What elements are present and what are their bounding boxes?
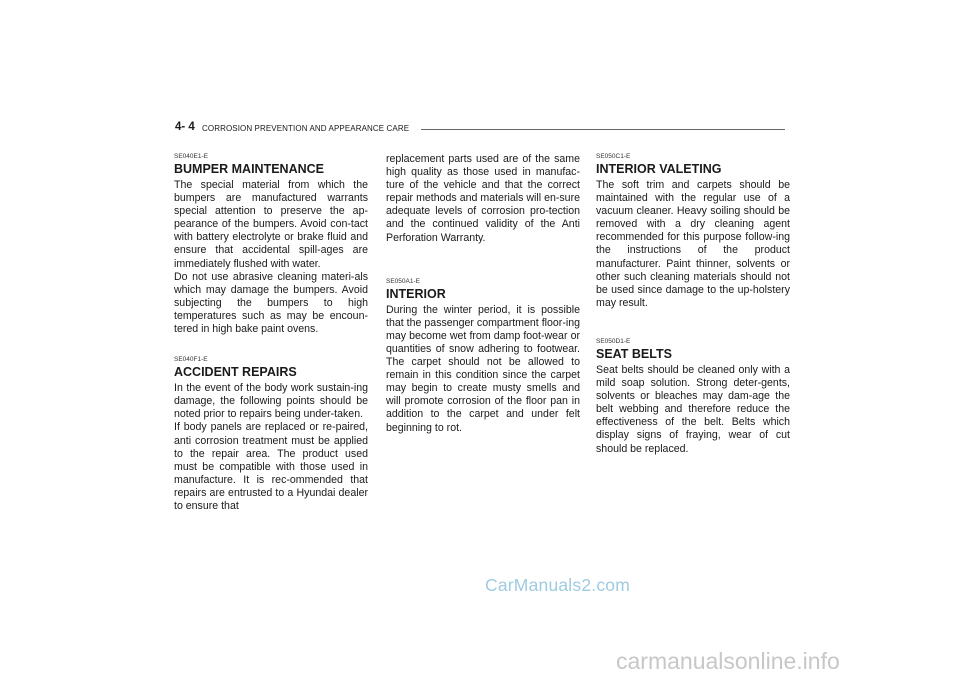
section-body-accident-repairs: In the event of the body work sustain-ing damage, the following points should be noted prior to repairs being under-taken. If body panels are replaced or re-paired, anti corrosion treatment must be applied to the repair area. The product used must be compatible with those used in manufacture. It is rec-ommended that repairs are entrusted to a Hyundai dealer to ensure that [174, 382, 368, 512]
section-code: SE050C1-E [596, 153, 631, 160]
page-header [175, 123, 787, 137]
section-code: SE040E1-E [174, 153, 208, 160]
column-right [596, 153, 790, 456]
watermark-carmanualsonline: carmanualsonline.info [616, 648, 840, 674]
column-left [174, 153, 368, 513]
column-middle [386, 153, 580, 435]
section-heading-seat-belts: SEAT BELTS [596, 346, 672, 361]
section-code: SE050A1-E [386, 277, 420, 285]
section-code: SE040F1-E [174, 356, 208, 364]
page-number: 4- 4 [175, 121, 195, 133]
section-body-seat-belts: Seat belts should be cleaned only with a mild soap solution. Strong deter-gents, solvents or bleaches may dam-age the belt webbing and therefore reduce the effectiveness of the belt. Belts which display signs of fraying, wear of cut should be replaced. [596, 363, 790, 455]
section-body-accident-repairs-continued: replacement parts used are of the same high quality as those used in manufac-ture of the vehicle and that the correct repair methods and materials will en-sure adequate levels of corrosion pro-tection and the continued validity of the Anti Perforation Warranty. [386, 153, 580, 244]
watermark-carmanuals2[interactable]: CarManuals2.com [485, 575, 630, 595]
section-heading-bumper-maintenance: BUMPER MAINTENANCE [174, 162, 324, 176]
section-body-interior-valeting: The soft trim and carpets should be maintained with the regular use of a vacuum cleaner. Heavy soiling should be removed with a dry cleaning agent recommended for this purpose follow-ing the instructions of the product manufacturer. Paint thinner, solvents or other such cleaning materials should not be used since damage to the up-holstery may result. [596, 179, 790, 309]
section-body-interior: During the winter period, it is possible that the passenger compartment floor-ing may become wet from damp foot-wear or quantities of snow adhering to footwear. The carpet should not be allowed to remain in this condition since the carpet may begin to create musty smells and will promote corrosion of the floor pan in addition to the carpet and under felt beginning to rot. [386, 303, 580, 434]
header-divider [421, 129, 785, 130]
section-heading-accident-repairs: ACCIDENT REPAIRS [174, 365, 297, 380]
section-code: SE050D1-E [596, 337, 631, 345]
section-heading-interior: INTERIOR [386, 286, 446, 301]
section-body-bumper-maintenance: The special material from which the bumpers are manufactured warrants special attention to preserve the ap-pearance of the bumpers. Avoid con-tact with battery electrolyte or brake fluid and ensure that accidental spill-ages are immediately flushed with water. Do not use abrasive cleaning materi-als which may damage the bumpers. Avoid subjecting the bumpers to high temperatures such as may be encoun-tered in high bake paint ovens. [174, 179, 368, 336]
section-heading-interior-valeting: INTERIOR VALETING [596, 162, 722, 176]
section-title: CORROSION PREVENTION AND APPEARANCE CARE [202, 124, 410, 133]
